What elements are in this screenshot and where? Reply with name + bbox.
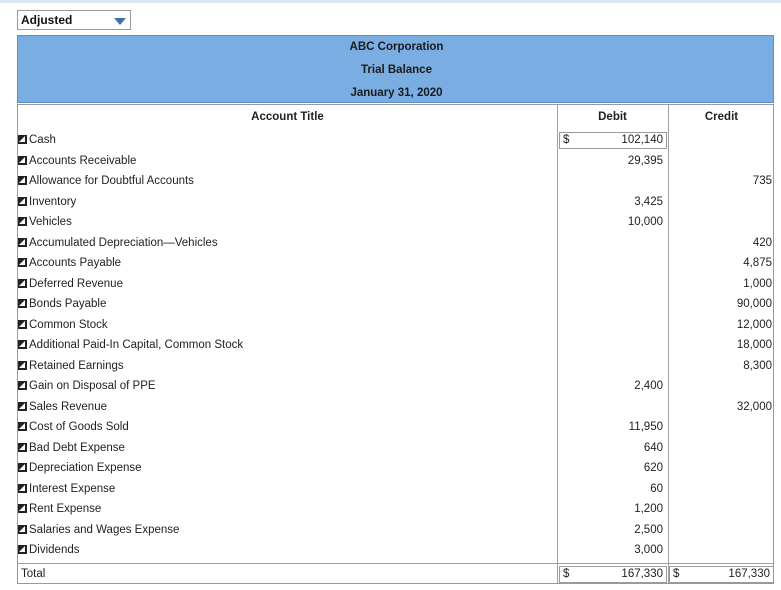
account-title-label: Depreciation Expense bbox=[29, 462, 142, 474]
account-title-label: Accounts Receivable bbox=[29, 154, 137, 167]
account-title-label: Allowance for Doubtful Accounts bbox=[29, 175, 194, 187]
table-row bbox=[18, 439, 775, 459]
debit-value[interactable]: 3,425 bbox=[634, 195, 663, 208]
account-title-label: Accumulated Depreciation—Vehicles bbox=[29, 236, 218, 249]
total-label: Total bbox=[21, 568, 46, 580]
total-debit: 167,330 bbox=[621, 568, 663, 580]
expand-arrow-icon[interactable] bbox=[18, 279, 27, 288]
debit-value[interactable]: 11,950 bbox=[628, 421, 663, 433]
account-title-label: Rent Expense bbox=[29, 503, 102, 515]
account-title[interactable] bbox=[18, 257, 121, 269]
debit-value[interactable]: 1,200 bbox=[634, 503, 663, 515]
expand-arrow-icon[interactable] bbox=[18, 525, 27, 534]
top-border bbox=[0, 0, 781, 3]
account-title[interactable] bbox=[18, 442, 125, 454]
account-title[interactable] bbox=[18, 155, 136, 167]
debit-value[interactable]: 10,000 bbox=[627, 216, 663, 228]
account-title-label: Bonds Payable bbox=[29, 298, 107, 310]
account-title[interactable] bbox=[18, 196, 76, 208]
debit-value[interactable]: 60 bbox=[650, 482, 663, 495]
account-title-label: Vehicles bbox=[29, 216, 72, 228]
debit-value[interactable]: 3,000 bbox=[634, 544, 663, 556]
currency-symbol: $ bbox=[563, 134, 570, 146]
table-row bbox=[18, 275, 775, 295]
trial-balance-table bbox=[17, 104, 774, 584]
column-header-account: Account Title bbox=[251, 111, 324, 123]
table-row bbox=[18, 418, 775, 438]
currency-symbol: $ bbox=[673, 568, 680, 580]
table-row bbox=[18, 213, 775, 233]
debit-value[interactable]: 2,500 bbox=[634, 523, 663, 536]
account-title[interactable] bbox=[18, 278, 123, 290]
column-header-credit: Credit bbox=[704, 111, 739, 123]
debit-value[interactable]: 640 bbox=[643, 441, 663, 454]
debit-cell[interactable] bbox=[559, 132, 667, 149]
table-row bbox=[18, 357, 775, 377]
total-divider bbox=[18, 563, 773, 564]
view-select-value: Adjusted bbox=[21, 13, 73, 27]
account-title[interactable] bbox=[18, 175, 194, 187]
total-debit-cell bbox=[559, 566, 667, 583]
debit-value[interactable]: 620 bbox=[643, 462, 663, 474]
account-title-label: Retained Earnings bbox=[29, 359, 124, 372]
table-row bbox=[18, 377, 775, 397]
account-title-label: Additional Paid-In Capital, Common Stock bbox=[29, 339, 244, 351]
debit-value[interactable]: 29,395 bbox=[627, 154, 663, 167]
table-row bbox=[18, 152, 775, 172]
expand-arrow-icon[interactable] bbox=[18, 463, 27, 472]
table-row bbox=[18, 336, 775, 356]
account-title[interactable] bbox=[18, 483, 115, 495]
expand-arrow-icon[interactable] bbox=[18, 545, 27, 554]
account-title-label: Inventory bbox=[29, 195, 77, 208]
credit-value[interactable]: 1,000 bbox=[743, 277, 772, 290]
currency-symbol: $ bbox=[563, 568, 570, 580]
account-title[interactable] bbox=[18, 298, 106, 310]
table-row bbox=[18, 500, 775, 520]
debit-value[interactable]: 2,400 bbox=[634, 380, 663, 392]
account-title-label: Common Stock bbox=[29, 318, 108, 331]
total-credit-cell bbox=[669, 566, 774, 583]
account-title[interactable] bbox=[18, 380, 156, 392]
column-header-debit: Debit bbox=[598, 111, 627, 123]
account-title-label: Interest Expense bbox=[29, 482, 116, 495]
account-title-label: Dividends bbox=[29, 544, 80, 556]
table-row bbox=[18, 131, 775, 151]
expand-arrow-icon[interactable] bbox=[18, 135, 27, 144]
account-title[interactable] bbox=[18, 544, 80, 556]
expand-arrow-icon[interactable] bbox=[18, 381, 27, 390]
expand-arrow-icon[interactable] bbox=[18, 258, 27, 267]
credit-value[interactable]: 90,000 bbox=[736, 298, 772, 310]
account-title[interactable] bbox=[18, 360, 124, 372]
company-name: ABC Corporation bbox=[349, 41, 444, 53]
chevron-down-icon[interactable] bbox=[114, 18, 126, 25]
total-row bbox=[18, 565, 775, 585]
credit-value[interactable]: 32,000 bbox=[736, 400, 772, 413]
expand-arrow-icon[interactable] bbox=[18, 299, 27, 308]
table-row bbox=[18, 398, 775, 418]
account-title[interactable] bbox=[18, 401, 107, 413]
account-title-label: Bad Debt Expense bbox=[29, 441, 125, 454]
account-title[interactable] bbox=[18, 462, 142, 474]
credit-value[interactable]: 12,000 bbox=[736, 318, 772, 331]
account-title[interactable] bbox=[18, 237, 218, 249]
table-row bbox=[18, 316, 775, 336]
expand-arrow-icon[interactable] bbox=[18, 361, 27, 370]
credit-value[interactable]: 8,300 bbox=[743, 359, 772, 372]
table-row bbox=[18, 234, 775, 254]
table-row bbox=[18, 193, 775, 213]
statement-title: Trial Balance bbox=[361, 64, 432, 76]
table-row bbox=[18, 295, 775, 315]
expand-arrow-icon[interactable] bbox=[18, 320, 27, 329]
account-title-label: Sales Revenue bbox=[29, 400, 107, 413]
expand-arrow-icon[interactable] bbox=[18, 504, 27, 513]
account-title-label: Cost of Goods Sold bbox=[29, 421, 129, 433]
table-row bbox=[18, 172, 775, 192]
account-title[interactable] bbox=[18, 339, 243, 351]
account-title[interactable] bbox=[18, 524, 179, 536]
expand-arrow-icon[interactable] bbox=[18, 217, 27, 226]
account-title[interactable] bbox=[18, 503, 101, 515]
account-title[interactable] bbox=[18, 216, 72, 228]
expand-arrow-icon[interactable] bbox=[18, 340, 27, 349]
debit-value: 102,140 bbox=[621, 134, 663, 146]
expand-arrow-icon[interactable] bbox=[18, 484, 27, 493]
expand-arrow-icon[interactable] bbox=[18, 443, 27, 452]
statement-date: January 31, 2020 bbox=[350, 87, 443, 99]
table-row bbox=[18, 459, 775, 479]
expand-arrow-icon[interactable] bbox=[18, 422, 27, 431]
statement-header bbox=[17, 35, 774, 103]
expand-arrow-icon[interactable] bbox=[18, 156, 27, 165]
account-title[interactable] bbox=[18, 134, 56, 146]
expand-arrow-icon[interactable] bbox=[18, 238, 27, 247]
credit-value[interactable]: 420 bbox=[752, 236, 772, 249]
account-title-label: Accounts Payable bbox=[29, 257, 122, 269]
account-title[interactable] bbox=[18, 319, 108, 331]
total-credit: 167,330 bbox=[728, 568, 770, 580]
account-title-label: Cash bbox=[29, 134, 56, 146]
account-title[interactable] bbox=[18, 421, 129, 433]
credit-value[interactable]: 4,875 bbox=[743, 257, 772, 269]
table-row bbox=[18, 480, 775, 500]
account-title-label: Deferred Revenue bbox=[29, 277, 123, 290]
table-row bbox=[18, 254, 775, 274]
expand-arrow-icon[interactable] bbox=[18, 176, 27, 185]
expand-arrow-icon[interactable] bbox=[18, 197, 27, 206]
credit-value[interactable]: 735 bbox=[752, 175, 772, 187]
table-row bbox=[18, 541, 775, 561]
expand-arrow-icon[interactable] bbox=[18, 402, 27, 411]
view-select[interactable] bbox=[17, 10, 131, 30]
table-row bbox=[18, 521, 775, 541]
account-title-label: Salaries and Wages Expense bbox=[29, 523, 180, 536]
credit-value[interactable]: 18,000 bbox=[736, 339, 772, 351]
account-title-label: Gain on Disposal of PPE bbox=[29, 380, 156, 392]
